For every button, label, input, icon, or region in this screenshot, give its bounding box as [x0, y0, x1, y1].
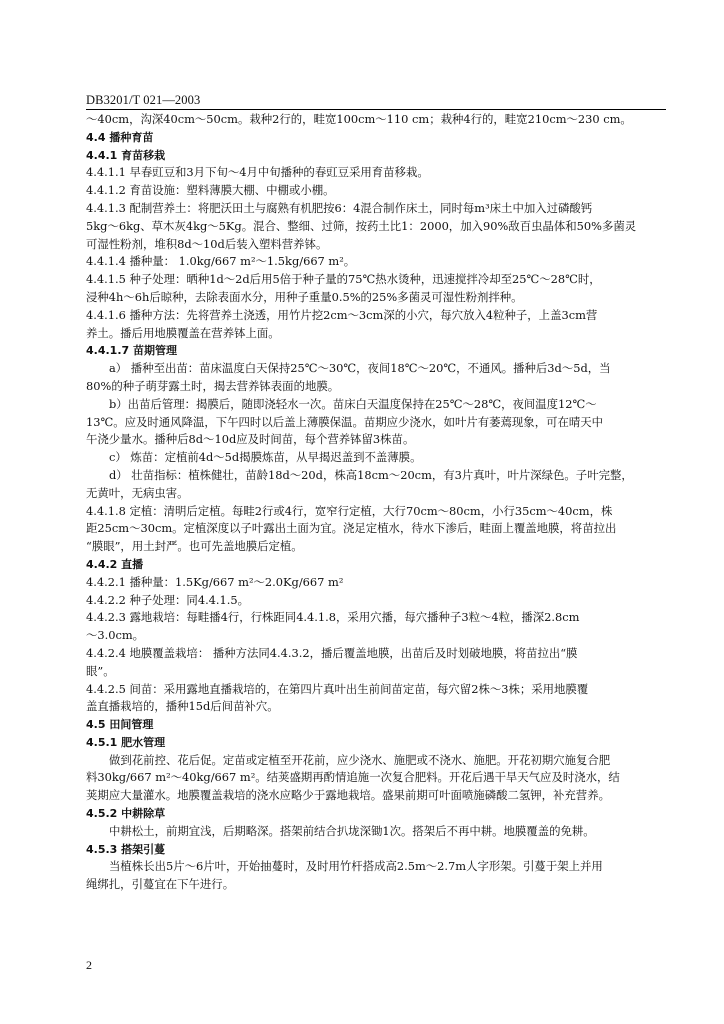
paragraph-line: 绳绑扎，引蔓宜在下午进行。 [86, 877, 235, 892]
paragraph-line: a） 播种至出苗：苗床温度白天保持25℃～30℃，夜间18℃～20℃，不通风。播种后3d～5d，当 [109, 361, 611, 376]
paragraph-line: 料30kg/667 m²～40kg/667 m²。结荚盛期再酌情追施一次复合肥料。开花后遇干旱天气应及时浇水，结 [86, 770, 620, 785]
section-heading: 4.5.3 搭架引蔓 [86, 842, 166, 856]
paragraph-line: 可湿性粉剂，堆积8d～10d后装入塑料营养钵。 [86, 236, 328, 251]
paragraph-line: 午浇少量水。播种后8d～10d应及时间苗，每个营养钵留3株苗。 [86, 432, 415, 447]
paragraph-line: 无黄叶，无病虫害。 [86, 485, 189, 500]
section-heading: 4.4 播种育苗 [86, 130, 154, 144]
paragraph-line: b）出苗后管理：揭膜后，随即浇轻水一次。苗床白天温度保持在25℃～28℃，夜间温度12℃～ [109, 396, 597, 411]
paragraph-line: 4.4.2.4 地膜覆盖栽培： 播种方法同4.4.3.2，播后覆盖地膜，出苗后及时划破地膜，将苗拉出“膜 [86, 645, 578, 660]
paragraph-line: 5kg～6kg、草木灰4kg～5Kg。混合、整细、过筛，按药土比1：2000，加入90%敌百虫晶体和50%多菌灵 [86, 218, 637, 233]
paragraph-line: 4.4.2.3 露地栽培：每畦播4行，行株距同4.4.1.8，采用穴播，每穴播种子3粒～4粒，播深2.8cm [86, 610, 580, 625]
section-heading: 4.4.2 直播 [86, 557, 144, 571]
paragraph-line: 眼”。 [86, 663, 115, 678]
paragraph-line: 4.4.1.3 配制营养土：将肥沃田土与腐熟有机肥按6：4混合制作床土，同时每m³床土中加入过磷酸钙 [86, 200, 593, 215]
section-heading: 4.5.1 肥水管理 [86, 735, 166, 749]
paragraph-line: 距25cm～30cm。定植深度以子叶露出土面为宜。浇足定植水，待水下渗后，畦面上覆盖地膜，将苗拉出 [86, 521, 617, 536]
section-heading: 4.5 田间管理 [86, 718, 154, 732]
paragraph-line: 荚期应大量灌水。地膜覆盖栽培的浇水应略少于露地栽培。盛果前期可叶面喷施磷酸二氢钾，补充营养。 [86, 788, 610, 803]
section-heading: 4.4.1.7 苗期管理 [86, 344, 177, 358]
paragraph-line: “膜眼”，用土封严。也可先盖地膜后定植。 [86, 539, 303, 554]
paragraph-line: 养土。播后用地膜覆盖在营养钵上面。 [86, 325, 280, 340]
paragraph-line: 浸种4h～6h后晾种，去除表面水分，用种子重量0.5%的25%多菌灵可湿性粉剂拌种。 [86, 289, 523, 304]
paragraph-line: 13℃。应及时通风降温，下午四时以后盖上薄膜保温。苗期应少浇水，如叶片有萎蔫现象，可在晴天中 [86, 414, 604, 429]
paragraph-line: 4.4.1.4 播种量： 1.0kg/667 m²～1.5kg/667 m²。 [86, 254, 356, 269]
paragraph-line: ～40cm，沟深40cm～50cm。栽种2行的，畦宽100cm～110 cm；栽种4行的，畦宽210cm～230 cm。 [86, 112, 632, 126]
paragraph-line: 当植株长出5片～6片叶，开始抽蔓时，及时用竹杆搭成高2.5m～2.7m人字形架。引蔓于架上并用 [109, 859, 603, 874]
header-rule [86, 109, 666, 110]
standard-number: DB3201/T 021—2003 [86, 93, 201, 107]
paragraph-line: 4.4.2.2 种子处理：同4.4.1.5。 [86, 592, 250, 607]
paragraph-line: 4.4.2.1 播种量：1.5Kg/667 m²～2.0Kg/667 m² [86, 574, 344, 589]
paragraph-line: c） 炼苗：定植前4d～5d揭膜炼苗，从早揭迟盖到不盖薄膜。 [109, 450, 422, 465]
paragraph-line: d） 壮苗指标：植株健壮，苗龄18d～20d，株高18cm～20cm，有3片真叶，叶片深绿色。子叶完整， [109, 467, 633, 482]
page-number: 2 [86, 958, 92, 972]
paragraph-line: 4.4.1.5 种子处理：晒种1d～2d后用5倍于种子量的75℃热水烫种，迅速搅拌冷却至25℃～28℃时， [86, 272, 601, 287]
paragraph-line: 中耕松土，前期宜浅，后期略深。搭架前结合扒垅深锄1次。搭架后不再中耕。地膜覆盖的免耕。 [109, 823, 595, 838]
paragraph-line: 做到花前控、花后促。定苗或定植至开花前，应少浇水、施肥或不浇水、施肥。开花初期穴施复合肥 [109, 752, 611, 767]
paragraph-line: 盖直播栽培的，播种15d后间苗补穴。 [86, 699, 279, 714]
paragraph-line: 4.4.1.8 定植：清明后定植。每畦2行或4行，宽窄行定植，大行70cm～80cm，小行35cm～40cm，株 [86, 503, 613, 518]
paragraph-line: ～3.0cm。 [86, 628, 145, 643]
paragraph-line: 4.4.1.2 育苗设施：塑料薄膜大棚、中棚或小棚。 [86, 183, 335, 198]
document-body [86, 111, 666, 894]
section-heading: 4.4.1 育苗移栽 [86, 148, 166, 162]
paragraph-line: 4.4.1.6 播种方法：先将营养土浇透，用竹片挖2cm～3cm深的小穴，每穴放入4粒种子，上盖3cm营 [86, 307, 598, 322]
section-heading: 4.5.2 中耕除草 [86, 807, 166, 821]
paragraph-line: 4.4.2.5 间苗：采用露地直播栽培的，在第四片真叶出生前间苗定苗，每穴留2株～3株；采用地膜覆 [86, 681, 589, 696]
paragraph-line: 4.4.1.1 早春豇豆和3月下旬～4月中旬播种的春豇豆采用育苗移栽。 [86, 165, 429, 180]
paragraph-line: 80%的种子萌芽露土时，揭去营养钵表面的地膜。 [86, 378, 340, 393]
